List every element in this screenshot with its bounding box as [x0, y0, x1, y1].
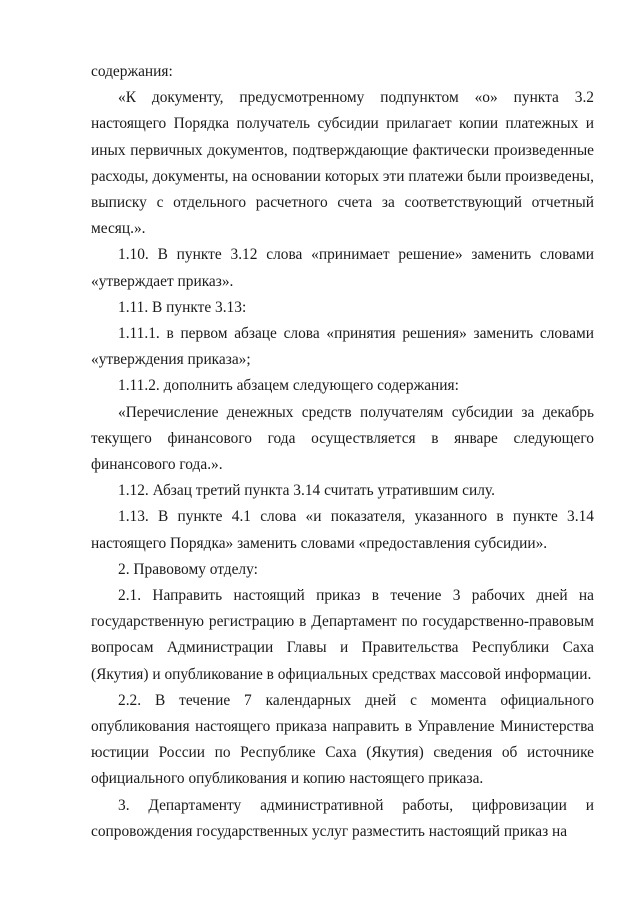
document-body [91, 59, 594, 845]
paragraph-quote-documents: «К документу, предусмотренному подпунктом «о» пункта 3.2 настоящего Порядка получатель субсидии прилагает копии платежных и иных первичных документов, подтверждающие фактически произведенные расходы, документы, на основании которых эти платежи были произведены, выписку с отдельного расчетного счета за соответствующий отчетный месяц.». [91, 89, 594, 238]
paragraph-2: 2. Правовому отделу: [118, 560, 258, 578]
paragraph-1-13: 1.13. В пункте 4.1 слова «и показателя, указанного в пункте 3.14 настоящего Порядка» заменить словами «предоставления субсидии». [91, 508, 594, 552]
paragraph-continuation: содержания: [91, 63, 173, 80]
paragraph-3: 3. Департаменту административной работы, цифровизации и сопровождения государственных услуг разместить настоящий приказ на [91, 796, 594, 840]
paragraph-quote-transfer: «Перечисление денежных средств получателям субсидии за декабрь текущего финансового года осуществляется в январе следующего финансового года.». [91, 403, 594, 474]
paragraph-2-2: 2.2. В течение 7 календарных дней с момента официального опубликования настоящего приказа направить в Управление Министерства юстиции России по Республике Саха (Якутия) сведения об источнике официального опубликования и копию настоящего приказа. [91, 691, 594, 788]
paragraph-1-11: 1.11. В пункте 3.13: [118, 298, 247, 316]
paragraph-1-11-2: 1.11.2. дополнить абзацем следующего содержания: [118, 377, 459, 395]
paragraph-1-11-1: 1.11.1. в первом абзаце слова «принятия решения» заменить словами «утверждения приказа»; [91, 325, 594, 369]
paragraph-1-12: 1.12. Абзац третий пункта 3.14 считать утратившим силу. [118, 482, 495, 500]
paragraph-1-10: 1.10. В пункте 3.12 слова «принимает решение» заменить словами «утверждает приказ». [91, 246, 594, 290]
paragraph-2-1: 2.1. Направить настоящий приказ в течение 3 рабочих дней на государственную регистрацию в Департамент по государственно-правовым вопросам Администрации Главы и Правительства Республики Саха (Якутия) и опубликование в официальных средствах массовой информации. [91, 587, 594, 683]
